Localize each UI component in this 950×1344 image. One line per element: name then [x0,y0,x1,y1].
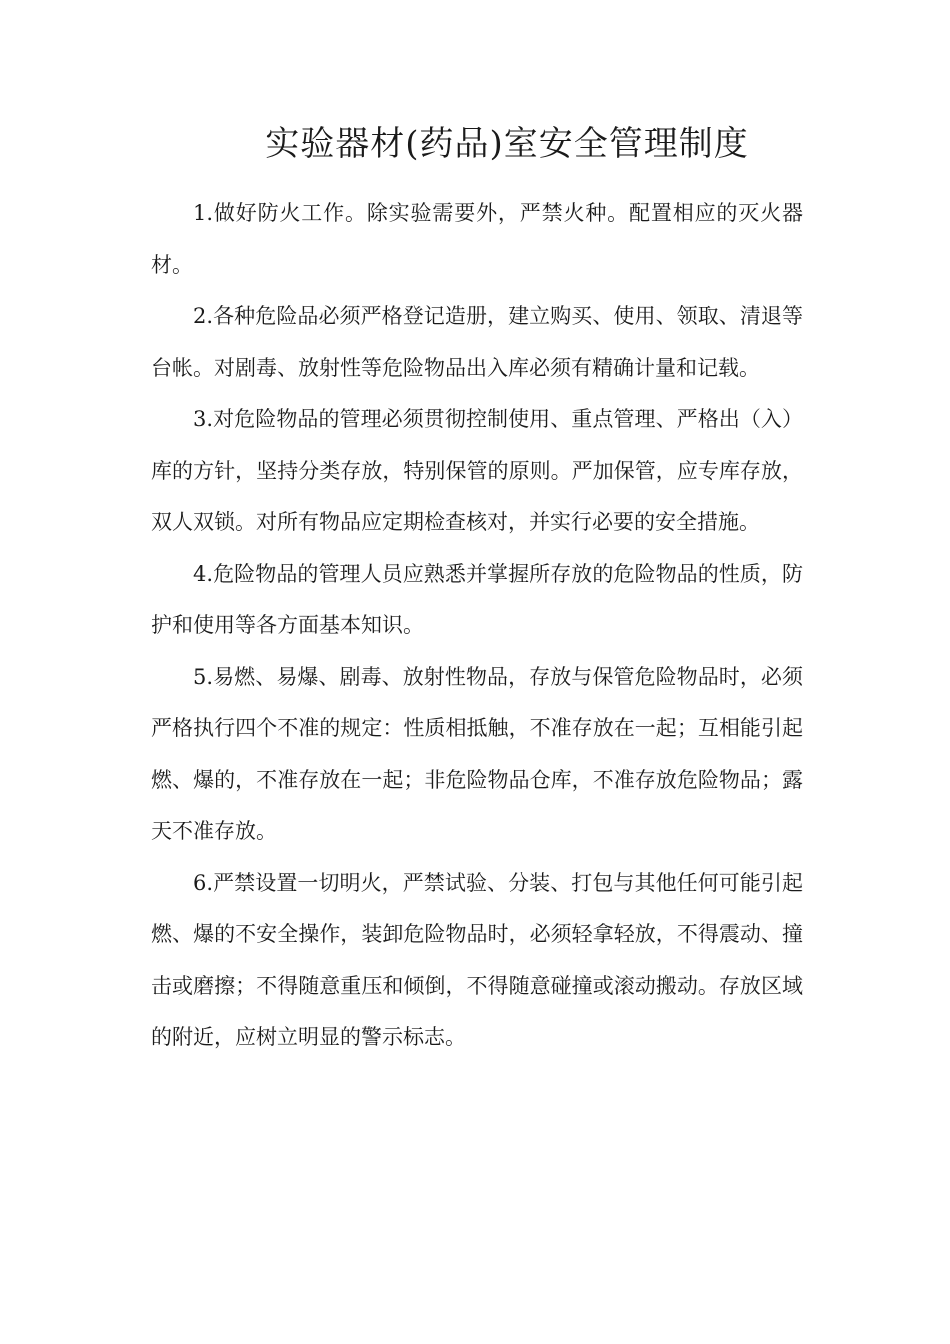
paragraph-1: 1.做好防火工作。除实验需要外，严禁火种。配置相应的灭火器材。 [151,201,803,277]
document-title: 实验器材(药品)室安全管理制度 [265,124,749,164]
paragraph-5: 5.易燃、易爆、剧毒、放射性物品，存放与保管危险物品时，必须严格执行四个不准的规定：性质相抵触，不准存放在一起；互相能引起燃、爆的，不准存放在一起；非危险物品仓库，不准存放危险物品；露天不准存放。 [151,664,803,843]
paragraph-4: 4.危险物品的管理人员应熟悉并掌握所存放的危险物品的性质，防护和使用等各方面基本知识。 [151,561,803,637]
paragraph-3: 3.对危险物品的管理必须贯彻控制使用、重点管理、严格出（入）库的方针，坚持分类存放，特别保管的原则。严加保管，应专库存放，双人双锁。对所有物品应定期检查核对，并实行必要的安全措施。 [151,407,803,534]
paragraph-2: 2.各种危险品必须严格登记造册，建立购买、使用、领取、清退等台帐。对剧毒、放射性等危险物品出入库必须有精确计量和记载。 [151,304,803,380]
paragraph-6: 6.严禁设置一切明火，严禁试验、分装、打包与其他任何可能引起燃、爆的不安全操作，装卸危险物品时，必须轻拿轻放，不得震动、撞击或磨擦；不得随意重压和倾倒，不得随意碰撞或滚动搬动。存放区域的附近，应树立明显的警示标志。 [151,870,803,1049]
document-body [151,188,803,1064]
